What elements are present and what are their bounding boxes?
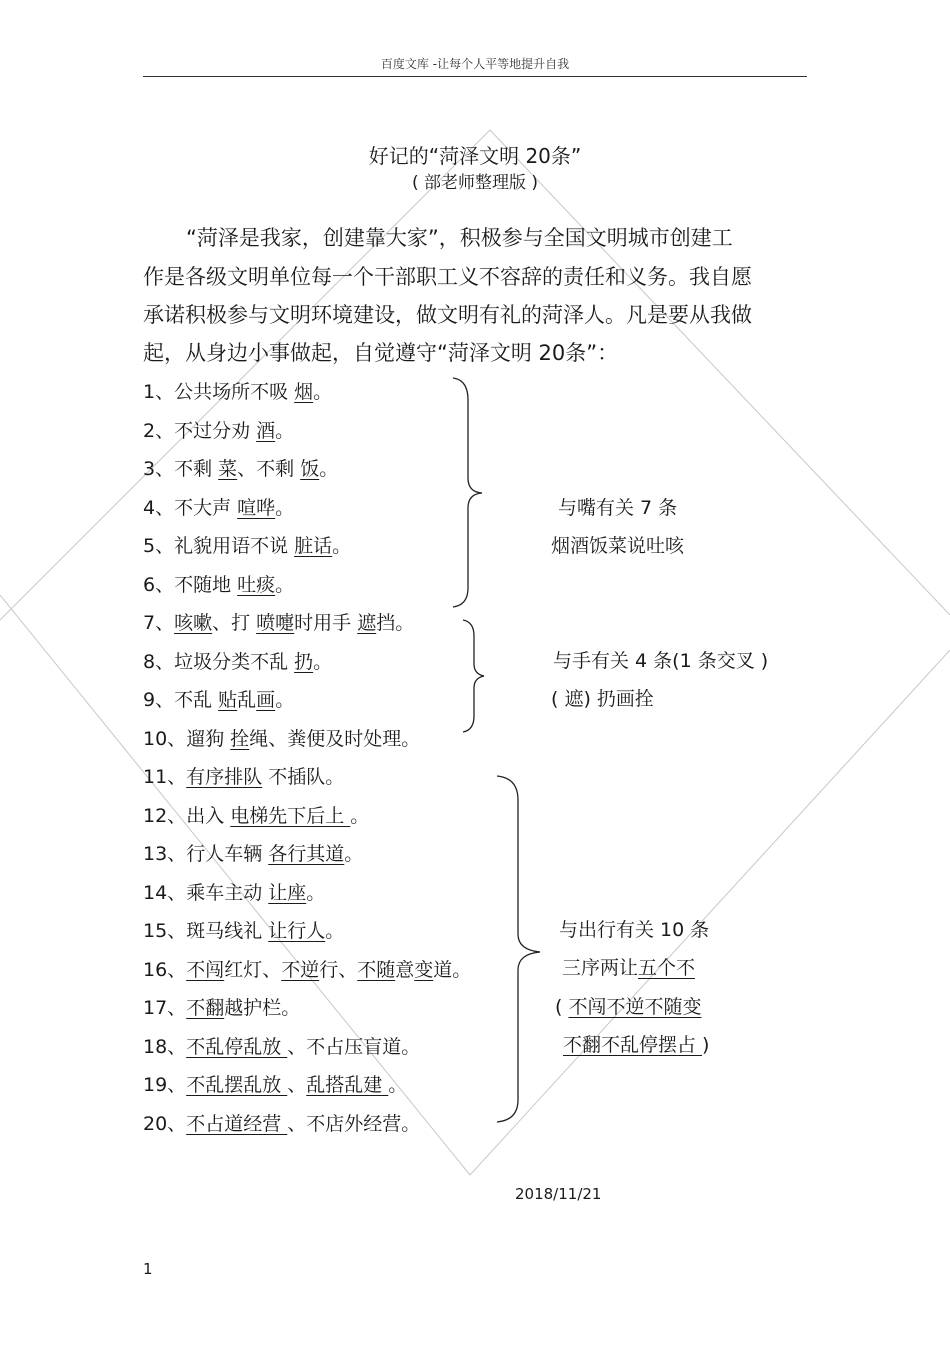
rule-number: 12、 (143, 804, 187, 827)
note-travel-line1-underlined: 五个不 (638, 957, 696, 979)
rule-keyword: 不乱停乱放 (186, 1035, 288, 1058)
rule-text: 乱 (237, 689, 257, 711)
note-travel-line2-open: ( (555, 996, 569, 1018)
rule-keyword: 烟 (294, 381, 314, 403)
rule-item (143, 382, 332, 402)
rule-keyword: 让行人 (268, 920, 326, 942)
rule-text: 。 (325, 920, 345, 942)
intro-line-4: 起，从身边小事做起，自觉遵守“菏泽文明 20条”： (143, 341, 619, 365)
note-travel-line2-underlined: 不闯不逆不随变 (568, 996, 702, 1018)
rule-text: 。 (344, 843, 364, 865)
rule-number: 15、 (143, 920, 187, 942)
note-travel-title: 与出行有关 10 条 (559, 919, 710, 941)
rule-number: 7、 (143, 612, 175, 634)
rule-keyword: 吐痰 (237, 573, 276, 596)
rule-number: 3、 (143, 458, 175, 480)
rule-text: 。 (275, 496, 295, 519)
rule-item (143, 883, 325, 903)
rule-text: 。 (313, 650, 333, 673)
rule-number: 19、 (143, 1074, 187, 1096)
rule-text: 绳、粪便及时处理。 (249, 727, 421, 750)
intro-line-2: 作是各级文明单位每一个干部职工义不容辞的责任和义务。我自愿 (143, 265, 752, 289)
rule-text: 、不店外经营。 (287, 1112, 421, 1135)
intro-line-1: “菏泽是我家，创建靠大家”，积极参与全国文明城市创建工 (186, 226, 733, 250)
rule-keyword: 贴 (218, 689, 238, 711)
rule-text: 遛狗 (186, 727, 231, 750)
rule-text: 。 (275, 573, 295, 596)
rule-text: 挡。 (376, 612, 415, 634)
rule-keyword: 画 (256, 689, 276, 711)
rule-item (143, 613, 414, 633)
rule-text: 。 (306, 881, 326, 904)
document-date: 2018/11/21 (515, 1185, 602, 1203)
rule-keyword: 让座 (268, 881, 307, 904)
note-travel-line3-close: ) (702, 1034, 710, 1056)
rule-text: 、 (287, 1074, 307, 1096)
rule-number: 18、 (143, 1035, 187, 1058)
rule-keyword: 酒 (256, 419, 276, 442)
rule-text: 时用手 (294, 612, 358, 634)
rule-item (143, 421, 294, 441)
rule-keyword: 电梯先下后上 (230, 804, 351, 827)
note-travel-line1-plain: 三序两让 (562, 957, 639, 979)
rule-text: 不大声 (174, 496, 238, 519)
rule-text: 。 (332, 535, 352, 557)
rule-text: 公共场所不吸 (174, 381, 295, 403)
page-number: 1 (143, 1260, 153, 1278)
document-subtitle: ( 部老师整理版 ) (411, 173, 539, 193)
rule-text: 不乱 (174, 689, 219, 711)
note-mouth-mnemonic: 烟酒饭菜说吐咳 (551, 535, 685, 557)
rule-number: 5、 (143, 535, 175, 557)
note-travel-line2 (555, 997, 701, 1017)
rule-text: 垃圾分类不乱 (174, 650, 295, 673)
rule-keyword: 不逆 (281, 958, 320, 981)
rule-text: 越护栏。 (224, 997, 301, 1019)
rule-keyword: 遮 (357, 612, 377, 634)
rule-item (143, 960, 471, 980)
rule-number: 9、 (143, 689, 175, 711)
rule-item (143, 1075, 407, 1095)
rule-text: 意 (395, 958, 415, 981)
rule-keyword: 不乱摆乱放 (186, 1074, 288, 1096)
rule-item (143, 536, 351, 556)
rule-text: 。 (313, 381, 333, 403)
rule-number: 2、 (143, 419, 175, 442)
rule-keyword: 喧哗 (237, 496, 276, 519)
note-hand-title: 与手有关 4 条(1 条交叉 ) (553, 650, 769, 672)
rule-item (143, 652, 332, 672)
rule-keyword: 咳嗽 (174, 612, 213, 634)
rule-keyword: 乱搭乱建 (306, 1074, 389, 1096)
rule-text: 。 (319, 458, 339, 480)
rule-item (143, 729, 420, 749)
rule-keyword: 菜 (218, 458, 238, 480)
rule-keyword: 饭 (300, 458, 320, 480)
rule-text: 。 (275, 689, 295, 711)
rule-text: 。 (388, 1074, 408, 1096)
rule-text: 、不占压盲道。 (287, 1035, 421, 1058)
rule-text: 不剩 (174, 458, 219, 480)
rule-item (143, 844, 363, 864)
rule-text: 礼貌用语不说 (174, 535, 295, 557)
rule-text: 不插队。 (262, 766, 345, 788)
note-hand-mnemonic: ( 遮) 扔画拴 (551, 688, 654, 710)
rule-number: 8、 (143, 650, 175, 673)
page-header-text: 百度文库 -让每个人平等地提升自我 (380, 57, 570, 71)
rule-keyword: 有序排队 (186, 766, 263, 788)
rule-item (143, 459, 338, 479)
rule-item (143, 575, 294, 595)
rule-text: 出入 (186, 804, 231, 827)
brace-travel (497, 776, 540, 1122)
rule-number: 4、 (143, 496, 175, 519)
rule-number: 13、 (143, 843, 187, 865)
rule-keyword: 变 (414, 958, 434, 981)
rule-text: 。 (275, 419, 295, 442)
rule-number: 14、 (143, 881, 187, 904)
rule-keyword: 不闯 (186, 958, 225, 981)
rule-text: 、打 (212, 612, 257, 634)
rule-text: 、不剩 (237, 458, 301, 480)
brace-mouth (453, 378, 482, 607)
rule-text: 道。 (433, 958, 472, 981)
rule-text: 行人车辆 (186, 843, 269, 865)
rule-keyword: 脏话 (294, 535, 333, 557)
rule-keyword: 喷嚏 (256, 612, 295, 634)
header-divider (143, 76, 807, 77)
rule-item (143, 767, 344, 787)
rule-text: 不过分劝 (174, 419, 257, 442)
rule-number: 11、 (143, 766, 187, 788)
note-mouth-title: 与嘴有关 7 条 (558, 497, 678, 519)
rule-number: 16、 (143, 958, 187, 981)
note-travel-line3 (563, 1035, 709, 1055)
note-travel-line1 (562, 958, 695, 978)
rule-item (143, 690, 294, 710)
rule-number: 6、 (143, 573, 175, 596)
rule-item (143, 1114, 420, 1134)
rule-text: 不随地 (174, 573, 238, 596)
document-title: 好记的“菏泽文明 20条” (368, 144, 582, 168)
rule-keyword: 不翻 (186, 997, 225, 1019)
rule-text: 乘车主动 (186, 881, 269, 904)
rule-number: 17、 (143, 997, 187, 1019)
rule-item (143, 1037, 420, 1057)
rule-keyword: 拴 (230, 727, 250, 750)
brace-hand (463, 620, 484, 732)
rule-item (143, 806, 369, 826)
rule-keyword: 扔 (294, 650, 314, 673)
rule-text: 斑马线礼 (186, 920, 269, 942)
rule-keyword: 各行其道 (268, 843, 345, 865)
intro-line-3: 承诺积极参与文明环境建设，做文明有礼的菏泽人。凡是要从我做 (143, 303, 752, 327)
note-travel-line3-underlined: 不翻不乱停摆占 (563, 1034, 703, 1056)
rule-item (143, 498, 294, 518)
rule-keyword: 不占道经营 (186, 1112, 288, 1135)
rule-number: 1、 (143, 381, 175, 403)
rule-keyword: 不随 (357, 958, 396, 981)
rule-text: 行、 (319, 958, 358, 981)
rule-item (143, 921, 344, 941)
rule-number: 10、 (143, 727, 187, 750)
rule-number: 20、 (143, 1112, 187, 1135)
rule-item (143, 998, 300, 1018)
rule-text: 。 (350, 804, 370, 827)
rule-text: 红灯、 (224, 958, 282, 981)
